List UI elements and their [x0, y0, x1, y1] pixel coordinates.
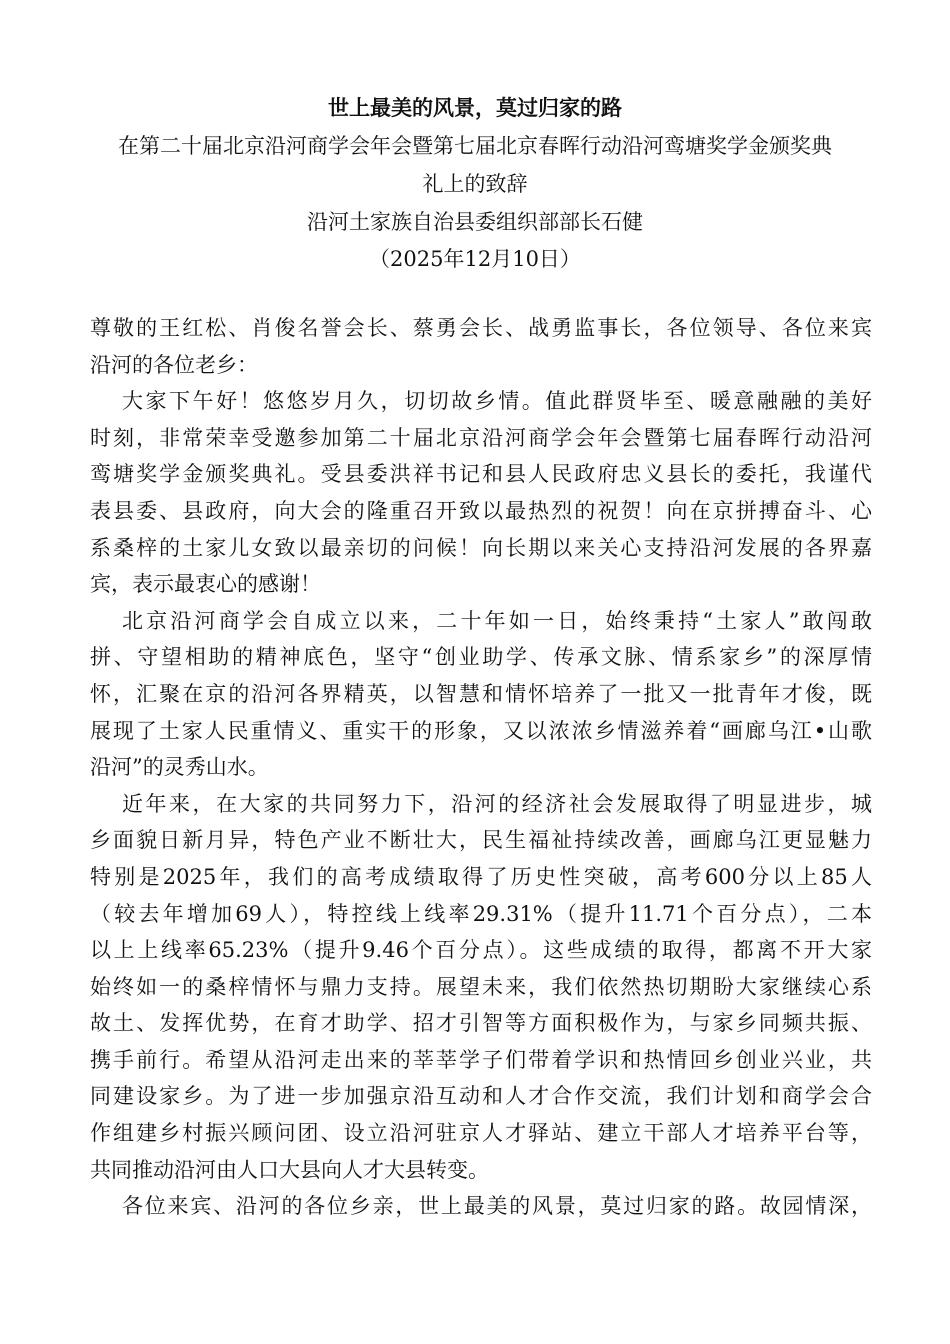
subtitle-line: 礼上的致辞	[422, 172, 528, 196]
text-line: 展现了土家人民重情义、重实干的形象，又以浓浓乡情滋养着“画廊乌江•山歌	[90, 718, 872, 743]
text-line: 同建设家乡。为了进一步加强京沿互动和人才合作交流，我们计划和商学会合	[90, 1084, 872, 1109]
text-line: 拼、守望相助的精神底色，坚守“创业助学、传承文脉、情系家乡”的深厚情	[90, 645, 873, 670]
paragraph	[90, 603, 872, 786]
text-line: 始终如一的桑梓情怀与鼎力支持。展望未来，我们依然热切期盼大家继续心系	[90, 974, 872, 999]
document-title: 世上最美的风景，莫过归家的路	[328, 95, 622, 120]
paragraph	[90, 310, 872, 383]
text-line: 时刻，非常荣幸受邀参加第二十届北京沿河商学会年会暨第七届春晖行动沿河	[90, 425, 872, 450]
author-line: 沿河土家族自治县委组织部部长石健	[307, 210, 643, 234]
paragraph	[90, 786, 872, 1189]
text-line: 各位来宾、沿河的各位乡亲，世上最美的风景，莫过归家的路。故园情深，	[122, 1194, 872, 1219]
date-line: （2025年12月10日）	[369, 247, 581, 271]
text-line: 特别是2025年，我们的高考成绩取得了历史性突破，高考600分以上85人	[90, 864, 872, 889]
text-line: 携手前行。希望从沿河走出来的莘莘学子们带着学识和热情回乡创业兴业，共	[90, 1047, 872, 1072]
text-line: 近年来，在大家的共同努力下，沿河的经济社会发展取得了明显进步，城	[122, 791, 872, 816]
text-line: 沿河的各位老乡：	[90, 352, 258, 377]
paragraph	[90, 1188, 872, 1225]
text-line: 系桑梓的土家儿女致以最亲切的问候！向长期以来关心支持沿河发展的各界嘉	[90, 535, 872, 560]
subtitle-line: 在第二十届北京沿河商学会年会暨第七届北京春晖行动沿河鸾塘奖学金颁奖典	[118, 134, 832, 158]
document-body	[90, 310, 872, 1225]
paragraph	[90, 383, 872, 603]
text-line: 尊敬的王红松、肖俊名誉会长、蔡勇会长、战勇监事长，各位领导、各位来宾	[90, 316, 872, 340]
text-line: 怀，汇聚在京的沿河各界精英，以智慧和情怀培养了一批又一批青年才俊，既	[90, 681, 872, 706]
text-line: 表县委、县政府，向大会的隆重召开致以最热烈的祝贺！向在京拼搏奋斗、心	[90, 498, 872, 523]
text-line: 乡面貌日新月异，特色产业不断壮大，民生福祉持续改善，画廊乌江更显魅力	[90, 828, 872, 853]
text-line: 故土、发挥优势，在育才助学、招才引智等方面积极作为，与家乡同频共振、	[90, 1011, 872, 1036]
text-line: （较去年增加69人），特控线上线率29.31%（提升11.71个百分点），二本	[90, 901, 872, 926]
text-line: 共同推动沿河由人口大县向人才大县转变。	[90, 1157, 489, 1182]
text-line: 作组建乡村振兴顾问团、设立沿河驻京人才驿站、建立干部人才培养平台等，	[90, 1121, 872, 1146]
text-line: 大家下午好！悠悠岁月久，切切故乡情。值此群贤毕至、暖意融融的美好	[122, 389, 872, 414]
text-line: 以上上线率65.23%（提升9.46个百分点）。这些成绩的取得，都离不开大家	[90, 938, 872, 963]
text-line: 北京沿河商学会自成立以来，二十年如一日，始终秉持“土家人”敢闯敢	[122, 608, 872, 633]
text-line: 宾，表示最衷心的感谢！	[90, 572, 321, 597]
text-line: 鸾塘奖学金颁奖典礼。受县委洪祥书记和县人民政府忠义县长的委托，我谨代	[90, 462, 872, 487]
text-line: 沿河”的灵秀山水。	[90, 755, 269, 780]
